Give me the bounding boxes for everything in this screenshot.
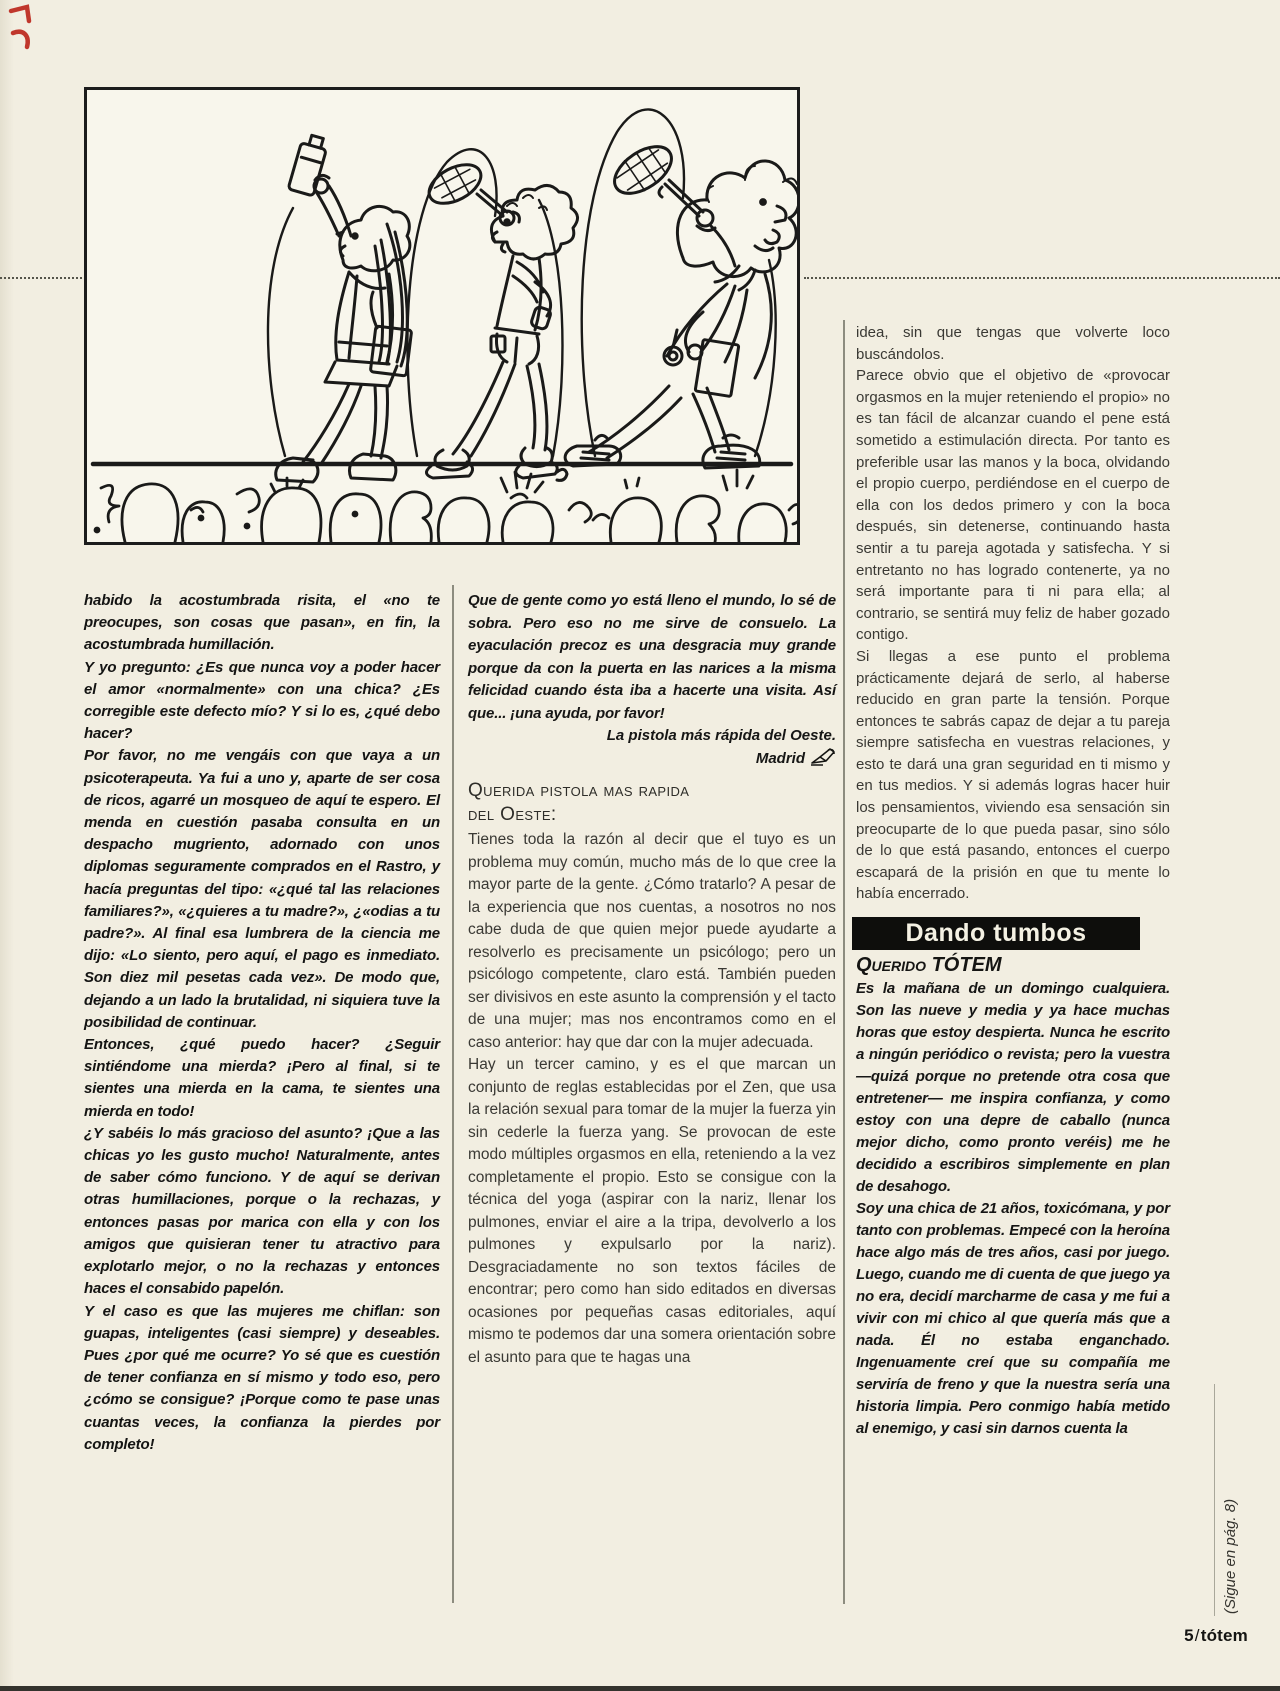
letter-paragraph: Y el caso es que las mujeres me chiflan: son guapas, inteligentes (casi siempre) y deseables. Pues ¿por qué me ocurre? Yo sé que es cuestión de tener confianza en sí mismo y todo eso, pero ¿cómo se consigue? ¡Porque como te pase unas cuantas veces, la confianza la pierdes por completo! bbox=[84, 1302, 440, 1453]
reply-paragraph: Tienes toda la razón al decir que el tuyo es un problema muy común, mucho más de lo que cree la mayor parte de la gente. ¿Cómo tratarlo? A pesar de la experiencia que nos cuentas, a nosotros no nos cabe duda de que quien mejor puede ayudarte a resolverlo es precisamente un psicólogo; pero un psicólogo competente, claro está. También pueden ser divisivos en este asunto la comprensión y el tacto de una mujer; mas nos encontramos como en el caso anterior: hay que dar con la mujer adecuada. bbox=[468, 831, 836, 1051]
column-divider-2 bbox=[843, 320, 845, 1604]
letter-paragraph: Que de gente como yo está lleno el mundo, lo sé de sobra. Pero eso no me sirve de consuelo. La eyaculación precoz es una desgracia muy grande porque da con la puerta en las narices a la misma felicidad cuando ésta iba a hacerte una visita. Así que... ¡una ayuda, por favor! bbox=[468, 592, 836, 722]
column-right bbox=[856, 322, 1170, 1440]
illustration-frame bbox=[84, 87, 800, 545]
reply-heading-line2: del Oeste: bbox=[468, 804, 557, 825]
column-middle bbox=[468, 590, 836, 1369]
letter-signature-city bbox=[468, 748, 836, 771]
letter-paragraph: Por favor, no me vengáis con que vaya a un psicoterapeuta. Ya fui a uno y, aparte de ser cosa de ricos, agarré un mosqueo de aquí te espero. El menda en cuestión pasaba consulta en un despacho mugriento, adornado con unos diplomas seguramente comprados en el Rastro, y hacía preguntas del tipo: «¿qué tal las relaciones familiares?», «¿quieres a tu madre?», ¿«odias a tu padre?». Al final esa lumbrera de la ciencia me dijo: «Lo siento, pero aquí, el pago es inmediato. Son diez mil pesetas cada vez». De modo que, dejando a un lado la brutalidad, ni siquiera tuve la posibilidad de continuar. bbox=[84, 747, 440, 1031]
reply-paragraph: Si llegas a ese punto el problema prácticamente dejará de serlo, al haberse reducido en gran parte la tensión. Porque entonces te sabrás capaz de dejar a tu pareja siempre satisfecha en vuestras relaciones, y esto te dará una gran seguridad en ti mismo y en tus medios. Y si además logras hacer huir los pensamientos, viviendo esa sensación sin preocuparte de lo que pueda pasar, sino sólo de lo que está pasando, entonces el cuerpo escapará de la prisión en que tu mente lo había encerrado. bbox=[856, 647, 1170, 903]
page-number-separator: / bbox=[1194, 1626, 1200, 1645]
column-left bbox=[84, 590, 440, 1456]
reply-paragraph: Hay un tercer camino, y es el que marcan un conjunto de reglas establecidas por el Zen, que usa la relación sexual para tomar de la mujer la fuerza yin sin cederle la fuerza yang. Se provocan de este modo múltiples orgasmos en ella, reteniendo a la vez completamente el propio. Esto se consigue con la técnica del yoga (aspirar con la nariz, llenar los pulmones, enviar el aire a la tripa, devolverlo a los pulmones y expulsarlo por la nariz). Desgraciadamente no son textos fáciles de encontrar; pero como han sido editados en diversas ocasiones por pequeñas casas editoriales, aquí mismo te podemos dar una somera orientación sobre el asunto para que te hagas una bbox=[468, 1056, 836, 1366]
page-bottom-edge bbox=[0, 1686, 1280, 1691]
pencil-icon bbox=[810, 748, 836, 766]
reply-heading bbox=[468, 779, 836, 827]
letter-paragraph: Soy una chica de 21 años, toxicómana, y por tanto con problemas. Empecé con la heroína hace algo más de tres años, casi por juego. Luego, cuando me di cuenta de que juego ya no era, decidí marcharme de casa y me fui a vivir con mi chico al que quería más que a nada. Él no estaba enganchado. Ingenuamente creí que su compañía me serviría de freno y que la nuestra sería una historia limpia. Pero conmigo había metido al enemigo, y casi sin darnos cuenta la bbox=[856, 1200, 1170, 1438]
section-title-bar bbox=[852, 917, 1140, 950]
dotted-rule-right bbox=[804, 277, 1280, 279]
signature-city-label: Madrid bbox=[755, 749, 805, 767]
singers-cartoon-illustration bbox=[87, 90, 797, 542]
letter-paragraph: habido la acostumbrada risita, el «no te preocupes, son cosas que pasan», en fin, la acostumbrada humillación. bbox=[84, 592, 440, 654]
letter-signature: La pistola más rápida del Oeste. bbox=[606, 727, 836, 744]
red-print-marks bbox=[4, 2, 36, 52]
continuation-note: (Sigue en pág. 8) bbox=[1222, 1498, 1239, 1614]
reply-heading-line1: Querida pistola mas rapida bbox=[468, 780, 690, 801]
letter-paragraph: Y yo pregunto: ¿Es que nunca voy a poder hacer el amor «normalmente» con una chica? ¿Es corregible este defecto mío? Y si lo es, ¿qué debo hacer? bbox=[84, 658, 440, 743]
letter-paragraph: Entonces, ¿qué puedo hacer? ¿Seguir sintiéndome una mierda? ¡Pero al final, si te sientes una mierda en la cama, te sientes una mierda en todo! bbox=[84, 1036, 440, 1120]
reply-paragraph: Parece obvio que el objetivo de «provocar orgasmos en la mujer reteniendo el propio» no es tan fácil de alcanzar cuando el pene está sometido a estimulación directa. Por tanto es preferible usar las manos y la boca, olvidando el propio cuerpo, perdiéndose en el cuerpo de ella con los dedos primero y con la boca después, sin detenerse, continuando hasta sentir a tu pareja agotada y satisfecha. Y si entretanto no has logrado contenerte, ya no será importante para ti ni para ella; al contrario, se sentirá muy feliz de haber gozado contigo. bbox=[856, 367, 1170, 644]
section-title: Dando tumbos bbox=[905, 919, 1087, 948]
salutation-magazine-name: TÓTEM bbox=[931, 954, 1002, 977]
letter-paragraph: Es la mañana de un domingo cualquiera. Son las nueve y media y ya hace muchas horas que estoy despierta. Nunca he escrito a ningún periódico o revista; pero la vuestra —quizá porque no pretende otra cosa que entretener— me inspira confianza, y como estoy con una depre de caballo (nunca mejor dicho, como pronto veréis) me he decidido a escribiros simplemente en plan de desahogo. bbox=[856, 980, 1170, 1196]
continuation-rule bbox=[1214, 1384, 1215, 1616]
column-divider-1 bbox=[452, 585, 454, 1603]
dotted-rule-left bbox=[0, 277, 82, 279]
letter-salutation bbox=[856, 952, 1170, 978]
page-number-value: 5 bbox=[1184, 1626, 1194, 1645]
reply-paragraph: idea, sin que tengas que volverte loco buscándolos. bbox=[856, 324, 1170, 363]
magazine-name: tótem bbox=[1200, 1626, 1248, 1645]
page-number bbox=[1184, 1626, 1248, 1646]
letter-paragraph: ¿Y sabéis lo más gracioso del asunto? ¡Que a las chicas yo les gusto mucho! Naturalmente, antes de saber cómo funciono. Y de aquí se derivan otras humillaciones, porque o la rechazas, y entonces pasas por marica con ella y con los amigos que quisieran tener tu atractivo para explotarlo mejor, o no la rechazas y entonces haces el consabido papelón. bbox=[84, 1124, 440, 1298]
salutation-word: Querido bbox=[856, 954, 927, 977]
